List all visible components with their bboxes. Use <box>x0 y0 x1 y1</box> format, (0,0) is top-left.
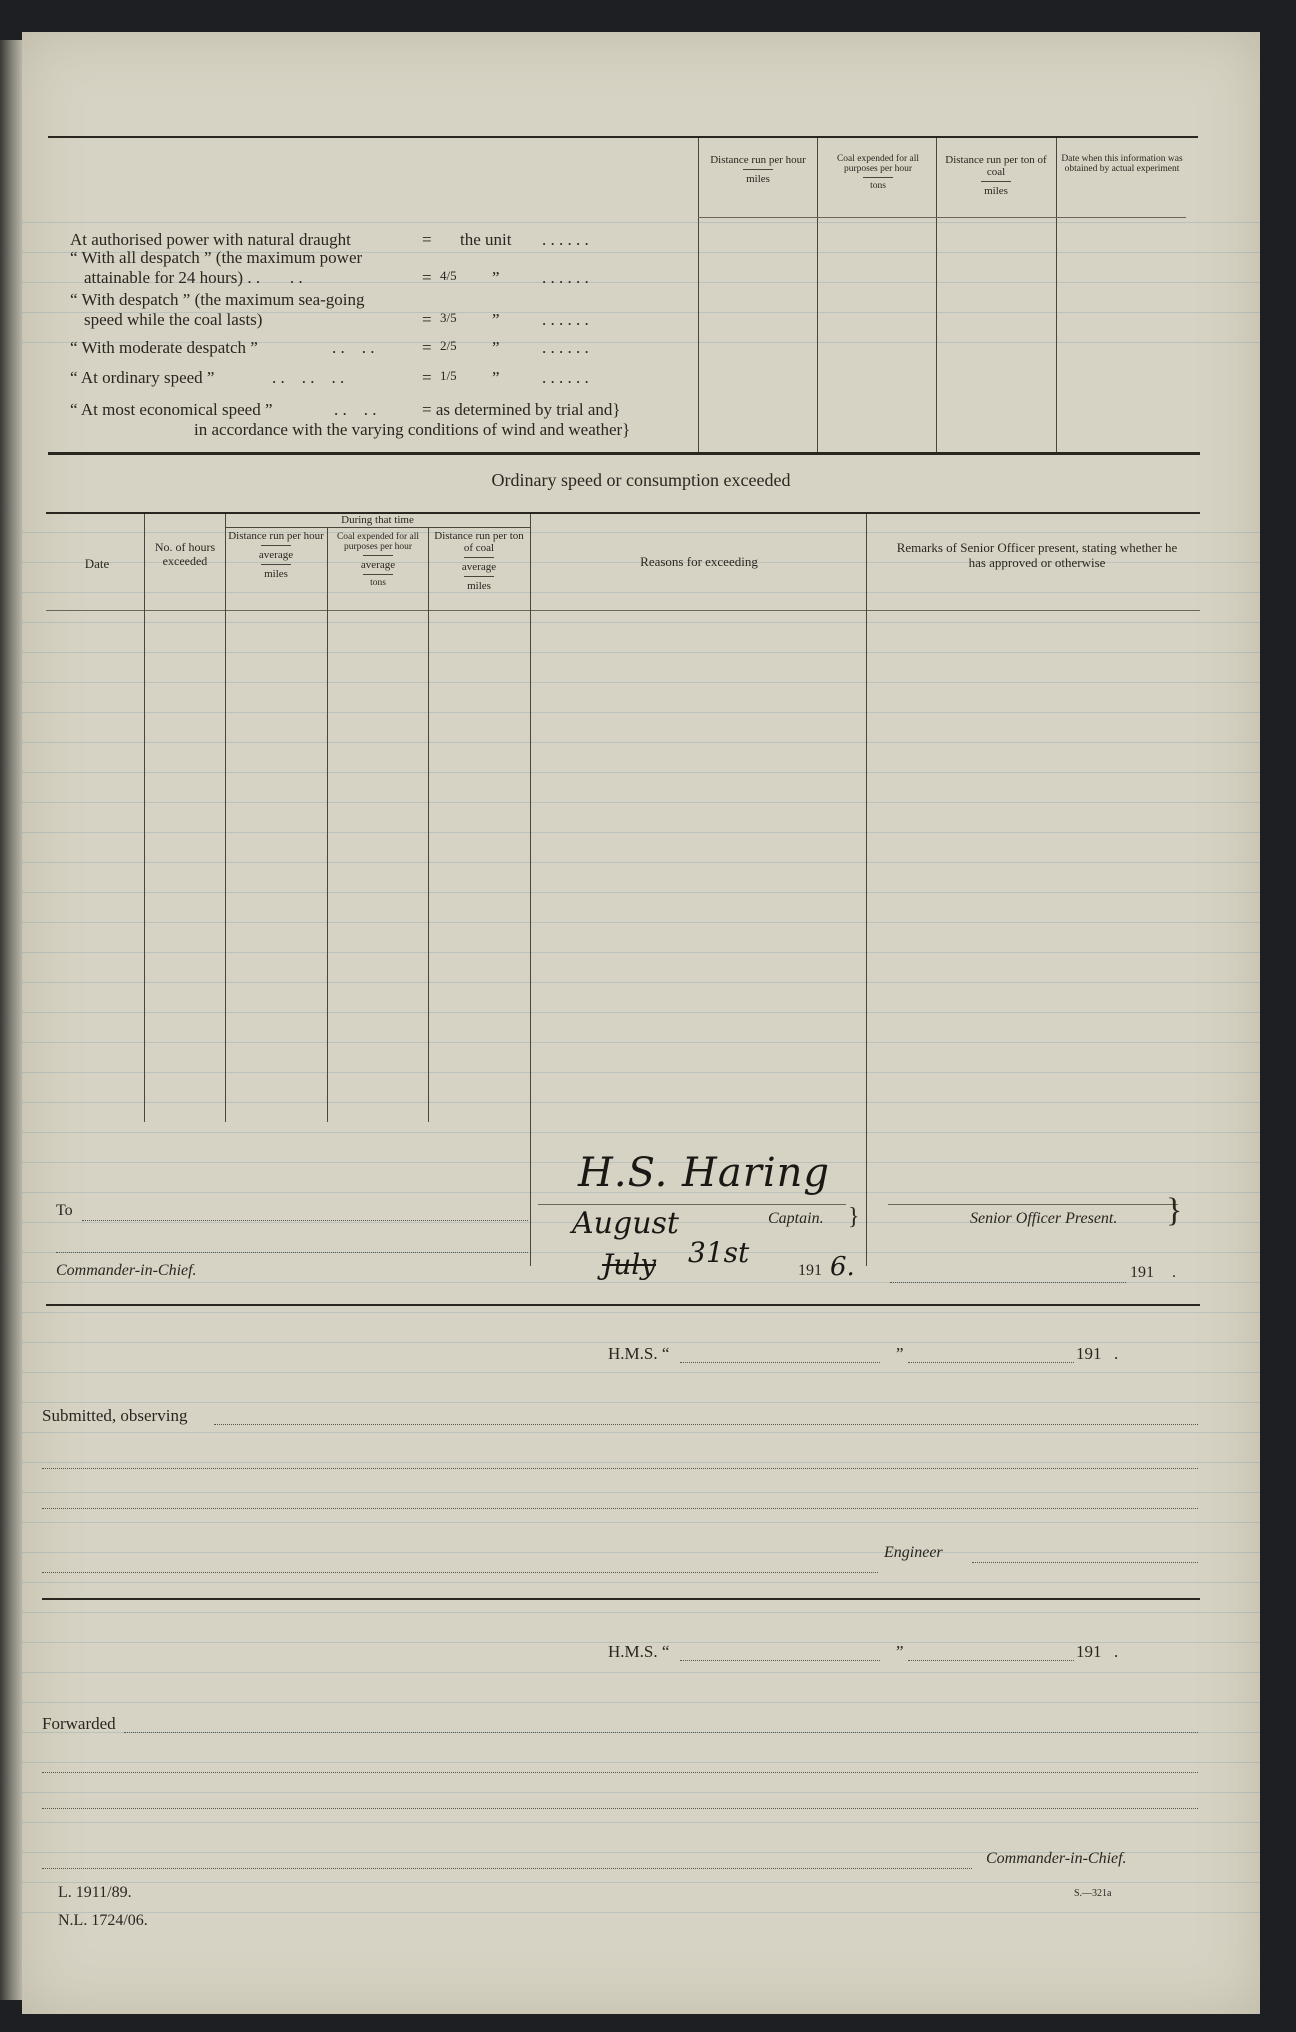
header-date: Date <box>84 556 110 571</box>
submitted-hms: H.M.S. “ <box>608 1344 670 1363</box>
header-reasons: Reasons for exceeding <box>640 554 758 569</box>
captain-label: Captain. <box>768 1210 824 1227</box>
captain-signature: H.S. Haring <box>578 1150 831 1196</box>
row-moderate-despatch: “ With moderate despatch ” <box>70 338 258 357</box>
header-date-obtained: Date when this information was obtained by actual experiment <box>1061 154 1183 174</box>
to-label: To <box>56 1202 73 1219</box>
submitted-observing-label: Submitted, observing <box>42 1406 188 1425</box>
row-economical-speed: “ At most economical speed ” <box>70 400 273 419</box>
header-coal-expended: Coal expended for all purposes per hour average tons <box>336 532 420 588</box>
row-authorised-power: At authorised power with natural draught <box>70 230 351 249</box>
submitted-year: 191 <box>1076 1344 1102 1363</box>
reference-l: L. 1911/89. <box>58 1884 132 1901</box>
top-table-bottom-rule <box>48 452 1200 455</box>
book-spine <box>0 40 22 2000</box>
header-distance-run-per-ton: Distance run per ton of coal average miles <box>434 530 524 592</box>
row-ordinary-speed: “ At ordinary speed ” <box>70 368 215 387</box>
signature-block-rule <box>46 1304 1200 1306</box>
bottom-table-top-rule <box>46 512 1200 514</box>
date-month-struck: July <box>602 1248 657 1281</box>
date-year: 6. <box>830 1252 855 1282</box>
form-number: S.—321a <box>1074 1888 1112 1899</box>
section-title: Ordinary speed or consumption exceeded <box>491 470 791 490</box>
during-that-time-header: During that time <box>341 514 414 526</box>
forwarded-year: 191 <box>1076 1642 1102 1661</box>
senior-officer-year: 191 <box>1130 1264 1154 1281</box>
header-distance-per-hour: Distance run per hour miles <box>710 154 806 185</box>
row-with-despatch: “ With despatch ” (the maximum sea-going <box>70 290 365 309</box>
submitted-block-rule <box>42 1598 1200 1600</box>
date-year-prefix: 191 <box>798 1262 822 1279</box>
top-table-rule <box>48 136 1198 138</box>
header-distance-run-per-hour: Distance run per hour average miles <box>228 530 324 580</box>
forwarded-commander-label: Commander-in-Chief. <box>986 1850 1127 1867</box>
senior-officer-label: Senior Officer Present. <box>970 1210 1118 1227</box>
header-hours-exceeded: No. of hours exceeded <box>154 540 216 568</box>
engineer-label: Engineer <box>884 1544 943 1561</box>
date-month: August <box>572 1206 679 1241</box>
forwarded-label: Forwarded <box>42 1714 116 1733</box>
commander-in-chief-label: Commander-in-Chief. <box>56 1262 197 1279</box>
header-remarks: Remarks of Senior Officer present, stating whether he has approved or otherwise <box>896 540 1178 570</box>
form-page: Distance run per hour miles Coal expended for all purposes per hour tons Distance run per ton of coal miles Date when this information was obtained by actual experiment At authorised power with natural draught = the unit . . . . . . “ With all despatch ” (the maximum power attainable for 24 hours) . . . . = 4/5 ” . . . . . . “ With despatch ” (the maximum sea-going speed while the coal lasts) = 3/5 ” . . . . . . “ With moderate despatch ” . . . . = 2/5 ” . . . . . . “ At ordinary speed ” . . . . . . = 1/5 ” . . . . . . “ At most economical speed ” . . . . = as determined by trial and} in accordance with the varying conditions of wind and weather} Ordinary speed or consumption exceeded During that time Date No. of hours exceeded Distance run per hour average miles Coal expended for all purposes per hour average tons Distance run per ton of coal average miles Reasons for exceeding Remarks of Senior Officer present, stating whether he has approved or otherwise To Commander-in-Chief. H.S. Haring Captain. } August July 31st 191 6. Senior Officer Present. } 191 . H.M.S. “ ” 191 . Submitted, observing Engineer H.M.S. “ ” 191 . Forwarded Commander-in-Chief. L. 1911/89. N.L. 1724/06. S.—321a <box>22 32 1260 2014</box>
reference-nl: N.L. 1724/06. <box>58 1912 148 1929</box>
forwarded-hms: H.M.S. “ <box>608 1642 670 1661</box>
row-all-despatch: “ With all despatch ” (the maximum power <box>70 248 363 267</box>
date-day: 31st <box>688 1236 750 1269</box>
header-coal-per-hour: Coal expended for all purposes per hour tons <box>836 154 920 191</box>
header-distance-per-ton: Distance run per ton of coal miles <box>945 154 1047 197</box>
